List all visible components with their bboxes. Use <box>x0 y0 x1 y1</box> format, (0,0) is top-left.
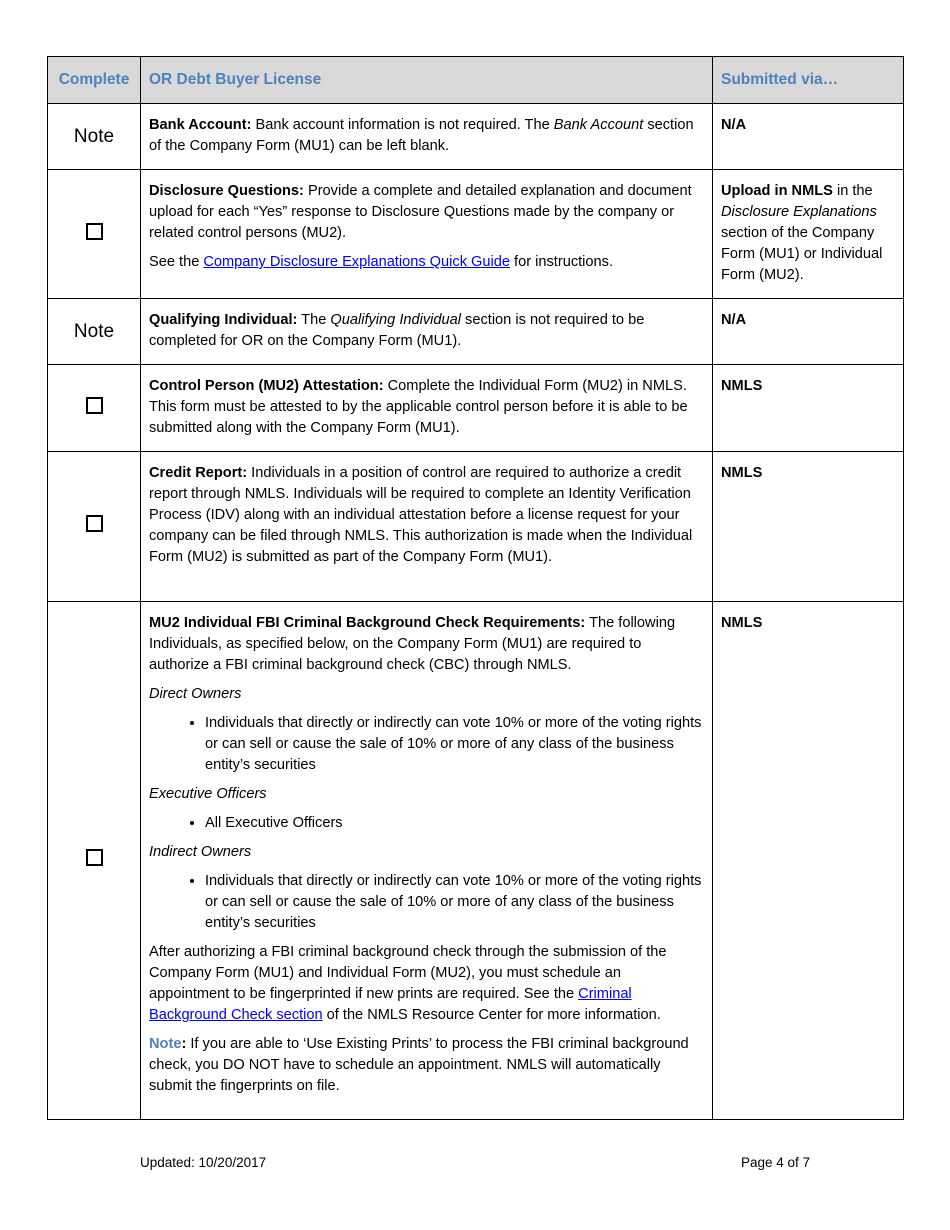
requirement-emphasis: Qualifying Individual <box>330 312 461 328</box>
submitted-text: section of the Company Form (MU1) or Individual Form (MU2). <box>721 225 883 283</box>
requirement-cell <box>141 170 713 299</box>
complete-checkbox[interactable] <box>86 223 103 240</box>
executive-officers-list <box>149 813 704 834</box>
submitted-cell <box>713 104 904 170</box>
row-checkbox-cell <box>48 170 141 299</box>
row-note-cell <box>48 104 141 170</box>
requirement-cell <box>141 104 713 170</box>
requirement-cell <box>141 299 713 365</box>
submitted-via: N/A <box>721 117 747 133</box>
submitted-cell <box>713 299 904 365</box>
requirement-title: Credit Report: <box>149 465 248 481</box>
note-text: If you are able to ‘Use Existing Prints’ to process the FBI criminal background check, you DO NOT have to schedule an appointment. NMLS will automatically submit the fingerprints on file. <box>149 1036 689 1094</box>
subheading-indirect-owners: Indirect Owners <box>149 844 252 860</box>
requirement-text: Provide a complete and detailed explanation and document upload for each “Yes” response to Disclosure Questions made by the company or related control persons (MU2). <box>149 183 692 241</box>
header-license <box>141 57 713 104</box>
requirement-title: Qualifying Individual: <box>149 312 298 328</box>
table-row <box>48 602 904 1120</box>
criminal-background-check-link[interactable]: Criminal Background Check section <box>149 986 632 1023</box>
table-row <box>48 365 904 452</box>
complete-checkbox[interactable] <box>86 397 103 414</box>
complete-checkbox[interactable] <box>86 515 103 532</box>
requirement-text: Complete the Individual Form (MU2) in NMLS. This form must be attested to by the applicable control person before it is able to be submitted along with the Company Form (MU1). <box>149 378 688 436</box>
header-submitted-label: Submitted via… <box>721 71 839 88</box>
requirement-text: See the <box>149 254 204 270</box>
table-header-row <box>48 57 904 104</box>
requirement-text: The following Individuals, as specified below, on the Company Form (MU1) are required to authorize a FBI criminal background check (CBC) through NMLS. <box>149 615 676 673</box>
table-row <box>48 104 904 170</box>
submitted-cell <box>713 602 904 1120</box>
requirement-text: The <box>297 312 331 328</box>
requirement-text: of the NMLS Resource Center for more information. <box>322 1007 661 1023</box>
row-note-cell <box>48 299 141 365</box>
submitted-cell <box>713 170 904 299</box>
requirement-title: MU2 Individual FBI Criminal Background Check Requirements: <box>149 615 586 631</box>
submitted-emphasis: Disclosure Explanations <box>721 204 877 220</box>
requirement-text: Bank account information is not required. The <box>251 117 554 133</box>
row-checkbox-cell <box>48 452 141 602</box>
table-row <box>48 452 904 602</box>
requirements-table <box>47 56 904 1120</box>
list-item: • Individuals that directly or indirectly can vote 10% or more of the voting rights or can sell or cause the sale of 10% or more of any class of the business entity’s securities <box>205 871 704 934</box>
row-checkbox-cell <box>48 602 141 1120</box>
table-row <box>48 170 904 299</box>
subheading-executive-officers: Executive Officers <box>149 786 267 802</box>
note-label: Note <box>149 1036 182 1052</box>
submitted-via: NMLS <box>721 378 763 394</box>
submitted-text: in the <box>832 183 873 199</box>
requirement-text: After authorizing a FBI criminal background check through the submission of the Company Form (MU1) and Individual Form (MU2), you must schedule an appointment to be fingerprinted if new prints are required. See the <box>149 944 667 1002</box>
header-complete <box>48 57 141 104</box>
list-item: • Individuals that directly or indirectly can vote 10% or more of the voting rights or can sell or cause the sale of 10% or more of any class of the business entity’s securities <box>205 713 704 776</box>
submitted-via: NMLS <box>721 465 763 481</box>
indirect-owners-list <box>149 871 704 934</box>
requirement-title: Bank Account: <box>149 117 252 133</box>
subheading-direct-owners: Direct Owners <box>149 686 242 702</box>
requirement-title: Disclosure Questions: <box>149 183 304 199</box>
requirement-cell <box>141 452 713 602</box>
header-submitted <box>713 57 904 104</box>
table-row <box>48 299 904 365</box>
footer-page-number: Page 4 of 7 <box>741 1155 811 1170</box>
requirement-title: Control Person (MU2) Attestation: <box>149 378 384 394</box>
list-item: • All Executive Officers <box>205 813 704 834</box>
submitted-via: Upload in NMLS <box>721 183 833 199</box>
requirement-cell <box>141 365 713 452</box>
note-label: Note <box>73 125 115 147</box>
requirement-text: for instructions. <box>510 254 614 270</box>
header-license-label: OR Debt Buyer License <box>149 71 322 88</box>
footer-updated: Updated: 10/20/2017 <box>140 1155 267 1170</box>
direct-owners-list <box>149 713 704 776</box>
requirement-text: section of the Company Form (MU1) can be left blank. <box>149 117 694 154</box>
note-colon: : <box>181 1036 187 1052</box>
row-checkbox-cell <box>48 365 141 452</box>
complete-checkbox[interactable] <box>86 849 103 866</box>
disclosure-guide-link[interactable]: Company Disclosure Explanations Quick Guide <box>203 254 510 270</box>
requirement-text: Individuals in a position of control are required to authorize a credit report through NMLS. Individuals will be required to complete an Identity Verification Process (IDV) along with an individual attestation before a license request for your company can be filed through NMLS. This authorization is made when the Individual Form (MU2) is submitted as part of the Company Form (MU1). <box>149 465 693 565</box>
submitted-via: N/A <box>721 312 747 328</box>
requirement-cell <box>141 602 713 1120</box>
requirement-text: section is not required to be completed for OR on the Company Form (MU1). <box>149 312 645 349</box>
requirements-sheet <box>47 56 903 1120</box>
submitted-cell <box>713 452 904 602</box>
header-complete-label: Complete <box>58 71 130 88</box>
note-label: Note <box>73 320 115 342</box>
requirement-emphasis: Bank Account <box>553 117 644 133</box>
submitted-cell <box>713 365 904 452</box>
submitted-via: NMLS <box>721 615 763 631</box>
